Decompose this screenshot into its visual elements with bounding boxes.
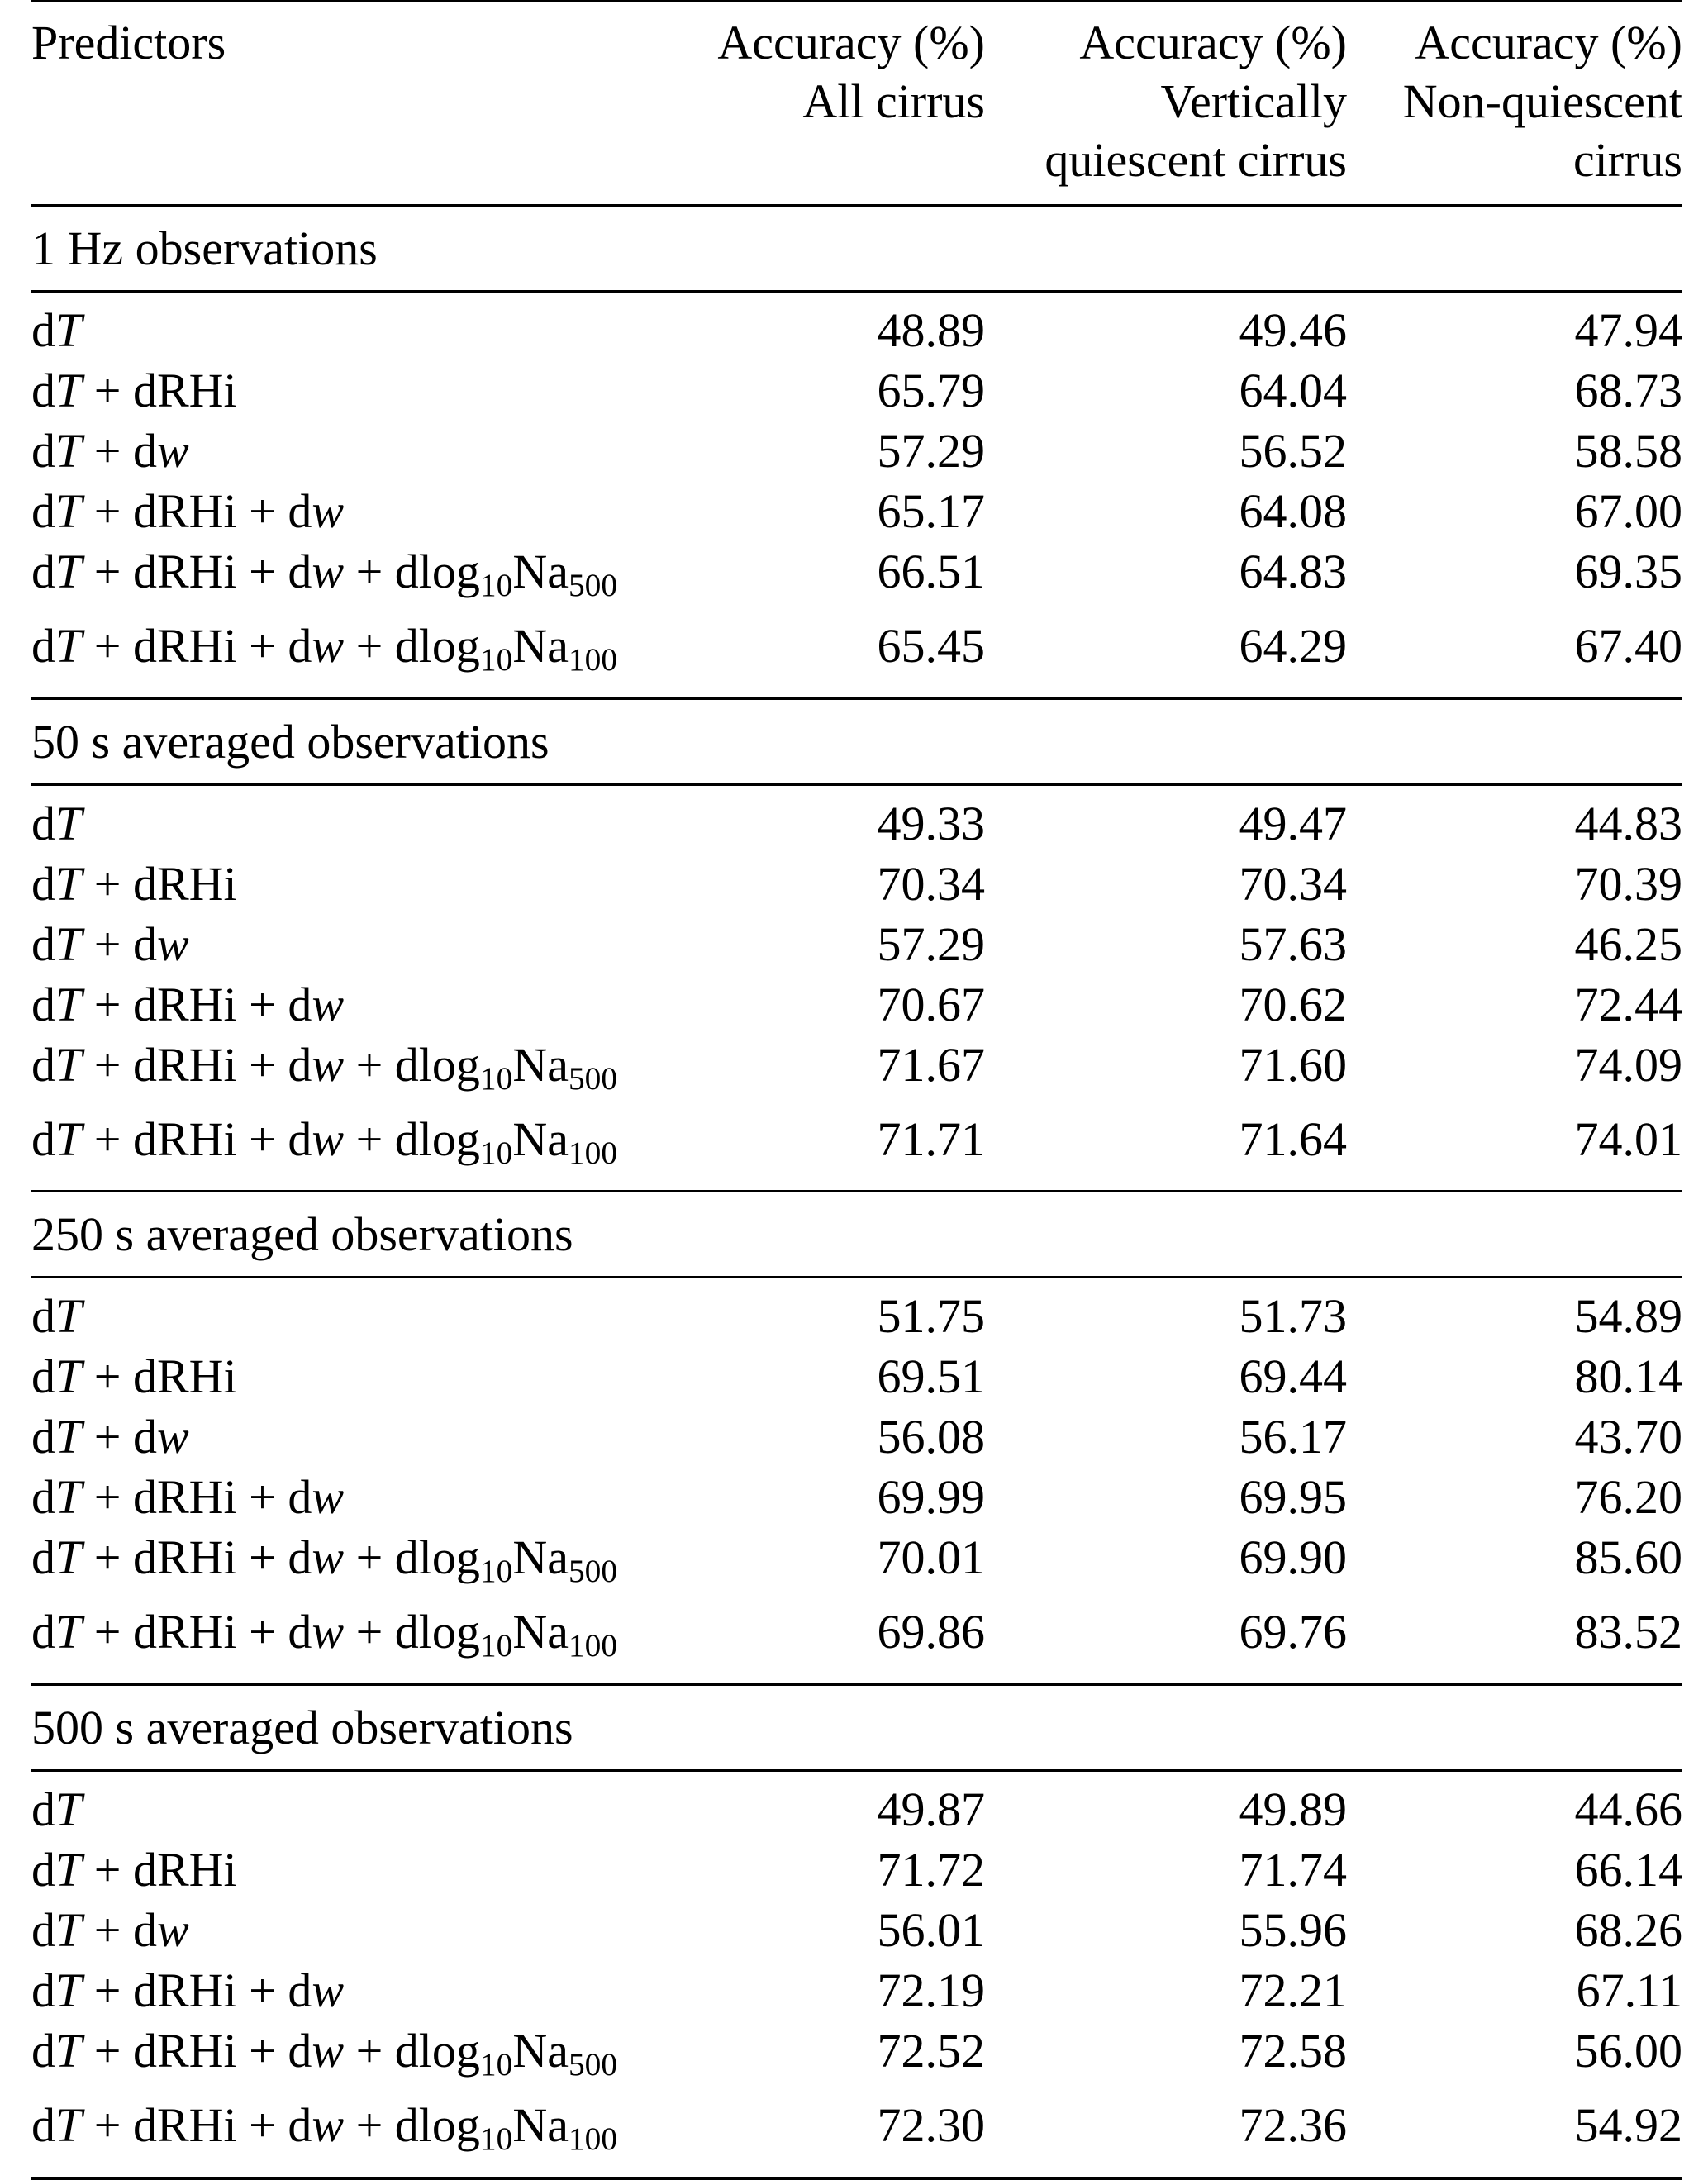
value-cell: 49.46 <box>1239 303 1347 357</box>
value-cell: 43.70 <box>1574 1410 1682 1464</box>
value-cell: 69.99 <box>877 1470 985 1525</box>
predictor-variable: T <box>55 1530 83 1585</box>
value-cell: 56.08 <box>877 1410 985 1464</box>
value-cell: 44.66 <box>1574 1783 1682 1837</box>
value-cell: 67.00 <box>1574 484 1682 538</box>
predictor-cell <box>31 784 712 854</box>
predictor-text: d <box>31 1349 55 1404</box>
predictor-text: d <box>31 916 55 971</box>
predictor-text: d <box>31 1903 55 1958</box>
value-cell: 54.92 <box>1574 2098 1682 2153</box>
predictor-variable: T <box>55 796 83 850</box>
value-cell: 76.20 <box>1574 1470 1682 1525</box>
value-cell: 44.83 <box>1574 796 1682 850</box>
predictor-text: + dlog <box>344 1037 480 1092</box>
value-cell: 51.75 <box>877 1289 985 1344</box>
predictor-cell <box>31 1467 712 1527</box>
predictor-cell <box>31 616 712 698</box>
predictor-text: Na <box>512 1037 569 1092</box>
predictor-cell <box>31 2021 712 2095</box>
header-line: cirrus <box>1572 133 1682 187</box>
predictor-cell <box>31 974 712 1035</box>
predictor-text: + dRHi + d <box>82 618 312 673</box>
predictor-subscript: 10 <box>479 1627 513 1664</box>
value-cell: 49.89 <box>1239 1783 1347 1837</box>
predictor-variable: w <box>312 618 345 673</box>
value-cell: 69.35 <box>1574 545 1682 598</box>
predictor-cell <box>31 2095 712 2178</box>
value-cell: 74.01 <box>1574 1111 1682 1166</box>
predictor-variable: T <box>55 424 83 478</box>
value-cell: 72.21 <box>1239 1963 1347 2018</box>
value-cell: 71.71 <box>877 1111 985 1166</box>
predictor-subscript: 10 <box>479 640 513 678</box>
predictor-cell <box>31 481 712 541</box>
predictor-variable: w <box>312 977 345 1031</box>
predictor-cell <box>31 854 712 914</box>
predictor-variable: T <box>55 1903 83 1958</box>
predictor-text: + d <box>82 424 157 478</box>
predictor-text: d <box>31 545 55 598</box>
predictor-cell <box>31 541 712 616</box>
predictor-text: + dRHi + d <box>82 484 312 538</box>
predictor-variable: T <box>55 303 83 357</box>
value-cell: 71.72 <box>877 1843 985 1897</box>
table-row <box>31 1771 1682 1840</box>
table-row <box>31 1900 1682 1960</box>
predictor-text: + dRHi <box>82 364 237 417</box>
value-cell: 48.89 <box>877 303 985 357</box>
predictor-text: d <box>31 1111 55 1166</box>
predictor-text: d <box>31 303 55 357</box>
predictor-text: d <box>31 1289 55 1344</box>
predictor-subscript: 100 <box>568 2120 618 2157</box>
value-cell: 72.52 <box>877 2024 985 2078</box>
predictor-variable: w <box>156 1410 189 1464</box>
table-row <box>31 1346 1682 1407</box>
table-section <box>31 1192 1682 1685</box>
predictor-variable: T <box>55 1605 83 1659</box>
predictor-cell <box>31 1109 712 1192</box>
table-row <box>31 974 1682 1035</box>
predictor-text: + dRHi + d <box>82 977 312 1031</box>
predictor-variable: T <box>55 1349 83 1404</box>
table-row <box>31 1467 1682 1527</box>
value-cell: 66.51 <box>877 545 985 598</box>
table-section <box>31 1685 1682 2178</box>
predictor-text: Na <box>512 618 569 673</box>
predictor-subscript: 10 <box>479 1059 513 1097</box>
predictor-text: + dlog <box>344 1111 480 1166</box>
value-cell: 70.34 <box>877 856 985 911</box>
predictor-subscript: 100 <box>568 1134 618 1171</box>
section-header-row <box>31 1192 1682 1278</box>
value-cell: 68.26 <box>1574 1903 1682 1958</box>
predictor-cell <box>31 1900 712 1960</box>
predictor-variable: T <box>55 2024 83 2078</box>
predictor-text: + d <box>82 1903 157 1958</box>
value-cell: 69.90 <box>1239 1530 1347 1585</box>
predictor-variable: T <box>55 1843 83 1897</box>
predictor-text: d <box>31 484 55 538</box>
col-header-vertically-quiescent-cirrus <box>985 2 1347 206</box>
value-cell: 51.73 <box>1239 1289 1347 1344</box>
value-cell: 56.01 <box>877 1903 985 1958</box>
predictor-subscript: 10 <box>479 2046 513 2083</box>
predictor-text: + dlog <box>344 1605 480 1659</box>
value-cell: 72.36 <box>1239 2098 1347 2153</box>
predictor-variable: T <box>55 364 83 417</box>
predictor-text: + d <box>82 916 157 971</box>
predictor-text: d <box>31 1410 55 1464</box>
value-cell: 70.01 <box>877 1530 985 1585</box>
value-cell: 57.29 <box>877 424 985 478</box>
predictor-text: + dRHi <box>82 1349 237 1404</box>
predictor-variable: w <box>156 424 189 478</box>
value-cell: 49.87 <box>877 1783 985 1837</box>
table-header <box>31 2 1682 206</box>
table-row <box>31 1109 1682 1192</box>
predictor-text: + d <box>82 1410 157 1464</box>
predictor-cell <box>31 1602 712 1684</box>
value-cell: 70.34 <box>1239 856 1347 911</box>
predictor-variable: w <box>312 2024 345 2078</box>
predictor-text: d <box>31 424 55 478</box>
value-cell: 64.83 <box>1239 545 1347 598</box>
header-line: All cirrus <box>802 74 985 128</box>
table-row <box>31 784 1682 854</box>
value-cell: 72.58 <box>1239 2024 1347 2078</box>
predictor-variable: w <box>156 1903 189 1958</box>
predictor-text: + dRHi + d <box>82 1470 312 1525</box>
predictor-text: + dlog <box>344 1530 480 1585</box>
value-cell: 56.00 <box>1574 2024 1682 2078</box>
predictor-cell <box>31 1960 712 2021</box>
header-line: Predictors <box>31 16 226 69</box>
predictor-text: + dRHi + d <box>82 545 312 598</box>
value-cell: 49.47 <box>1239 796 1347 850</box>
section-header-row <box>31 698 1682 784</box>
value-cell: 72.44 <box>1574 977 1682 1031</box>
predictor-cell <box>31 1771 712 1840</box>
predictor-text: d <box>31 2024 55 2078</box>
predictor-cell <box>31 914 712 974</box>
predictor-variable: T <box>55 1037 83 1092</box>
predictor-variable: T <box>55 545 83 598</box>
predictor-cell <box>31 1035 712 1109</box>
predictor-subscript: 500 <box>568 2046 618 2083</box>
predictor-text: Na <box>512 1111 569 1166</box>
predictor-text: + dRHi + d <box>82 1530 312 1585</box>
predictor-variable: T <box>55 618 83 673</box>
predictor-variable: w <box>312 484 345 538</box>
table-row <box>31 292 1682 361</box>
value-cell: 69.86 <box>877 1605 985 1659</box>
header-line: Non-quiescent <box>1402 74 1682 128</box>
value-cell: 46.25 <box>1574 916 1682 971</box>
value-cell: 70.67 <box>877 977 985 1031</box>
predictor-variable: T <box>55 1289 83 1344</box>
predictor-text: d <box>31 796 55 850</box>
predictor-text: d <box>31 1963 55 2018</box>
predictor-cell <box>31 1278 712 1347</box>
predictor-text: + dRHi + d <box>82 1111 312 1166</box>
predictor-cell <box>31 1407 712 1467</box>
value-cell: 72.19 <box>877 1963 985 2018</box>
predictor-text: d <box>31 856 55 911</box>
predictor-subscript: 10 <box>479 1134 513 1171</box>
table-row <box>31 2021 1682 2095</box>
table-row <box>31 1960 1682 2021</box>
predictor-cell <box>31 1840 712 1900</box>
accuracy-table <box>31 0 1682 2180</box>
value-cell: 80.14 <box>1574 1349 1682 1404</box>
value-cell: 65.79 <box>877 364 985 417</box>
predictor-variable: T <box>55 484 83 538</box>
value-cell: 64.29 <box>1239 618 1347 673</box>
predictor-variable: w <box>312 1470 345 1525</box>
predictor-text: + dlog <box>344 545 480 598</box>
predictor-text: d <box>31 977 55 1031</box>
table-row <box>31 2095 1682 2178</box>
value-cell: 67.40 <box>1574 618 1682 673</box>
col-header-predictors <box>31 2 712 206</box>
predictor-text: d <box>31 1605 55 1659</box>
section-title: 50 s averaged observations <box>31 698 1682 784</box>
table-row <box>31 1840 1682 1900</box>
value-cell: 69.51 <box>877 1349 985 1404</box>
table-row <box>31 1407 1682 1467</box>
table-row <box>31 1035 1682 1109</box>
predictor-variable: T <box>55 1410 83 1464</box>
predictor-cell <box>31 360 712 421</box>
section-header-row <box>31 1685 1682 1771</box>
header-line: Accuracy (%) <box>1079 16 1347 69</box>
predictor-variable: w <box>312 545 345 598</box>
predictor-text: Na <box>512 545 569 598</box>
predictor-text: d <box>31 364 55 417</box>
table-row <box>31 421 1682 481</box>
value-cell: 65.45 <box>877 618 985 673</box>
predictor-subscript: 10 <box>479 2120 513 2157</box>
predictor-text: d <box>31 1783 55 1837</box>
table-row <box>31 616 1682 698</box>
value-cell: 74.09 <box>1574 1037 1682 1092</box>
header-line: Accuracy (%) <box>1415 16 1682 69</box>
table-section <box>31 698 1682 1192</box>
predictor-subscript: 500 <box>568 566 618 603</box>
predictor-text: d <box>31 1037 55 1092</box>
value-cell: 71.74 <box>1239 1843 1347 1897</box>
section-title: 1 Hz observations <box>31 206 1682 292</box>
col-header-non-quiescent-cirrus <box>1347 2 1682 206</box>
value-cell: 57.63 <box>1239 916 1347 971</box>
predictor-text: + dlog <box>344 618 480 673</box>
value-cell: 54.89 <box>1574 1289 1682 1344</box>
predictor-variable: w <box>312 1111 345 1166</box>
predictor-subscript: 500 <box>568 1059 618 1097</box>
predictor-variable: T <box>55 916 83 971</box>
header-line: Accuracy (%) <box>717 16 985 69</box>
predictor-variable: T <box>55 1783 83 1837</box>
value-cell: 71.64 <box>1239 1111 1347 1166</box>
value-cell: 71.67 <box>877 1037 985 1092</box>
predictor-text: d <box>31 618 55 673</box>
predictor-subscript: 10 <box>479 1553 513 1590</box>
value-cell: 57.29 <box>877 916 985 971</box>
predictor-variable: T <box>55 1963 83 2018</box>
predictor-text: + dRHi <box>82 1843 237 1897</box>
value-cell: 83.52 <box>1574 1605 1682 1659</box>
value-cell: 55.96 <box>1239 1903 1347 1958</box>
value-cell: 58.58 <box>1574 424 1682 478</box>
predictor-cell <box>31 1527 712 1602</box>
predictor-variable: w <box>312 1530 345 1585</box>
value-cell: 85.60 <box>1574 1530 1682 1585</box>
predictor-text: + dRHi + d <box>82 2098 312 2153</box>
predictor-text: Na <box>512 2098 569 2153</box>
predictor-text: Na <box>512 1605 569 1659</box>
value-cell: 69.95 <box>1239 1470 1347 1525</box>
table-row <box>31 1278 1682 1347</box>
header-row <box>31 2 1682 206</box>
section-header-row <box>31 206 1682 292</box>
predictor-text: + dRHi + d <box>82 1963 312 2018</box>
value-cell: 70.62 <box>1239 977 1347 1031</box>
value-cell: 64.08 <box>1239 484 1347 538</box>
predictor-variable: w <box>312 2098 345 2153</box>
predictor-cell <box>31 1346 712 1407</box>
predictor-variable: T <box>55 977 83 1031</box>
predictor-subscript: 100 <box>568 1627 618 1664</box>
table-row <box>31 1527 1682 1602</box>
value-cell: 72.30 <box>877 2098 985 2153</box>
value-cell: 68.73 <box>1574 364 1682 417</box>
value-cell: 65.17 <box>877 484 985 538</box>
predictor-variable: T <box>55 1111 83 1166</box>
predictor-variable: w <box>156 916 189 971</box>
table-row <box>31 360 1682 421</box>
predictor-subscript: 100 <box>568 640 618 678</box>
table-row <box>31 1602 1682 1684</box>
header-line: Vertically <box>1160 74 1347 128</box>
predictor-variable: T <box>55 1470 83 1525</box>
value-cell: 66.14 <box>1574 1843 1682 1897</box>
predictor-text: d <box>31 2098 55 2153</box>
table-section <box>31 206 1682 699</box>
value-cell: 69.76 <box>1239 1605 1347 1659</box>
value-cell: 49.33 <box>877 796 985 850</box>
predictor-text: + dlog <box>344 2024 480 2078</box>
predictor-text: d <box>31 1530 55 1585</box>
value-cell: 56.17 <box>1239 1410 1347 1464</box>
predictor-text: d <box>31 1470 55 1525</box>
predictor-text: + dRHi <box>82 856 237 911</box>
value-cell: 70.39 <box>1574 856 1682 911</box>
table-row <box>31 914 1682 974</box>
value-cell: 56.52 <box>1239 424 1347 478</box>
value-cell: 67.11 <box>1576 1963 1682 2018</box>
predictor-variable: w <box>312 1963 345 2018</box>
predictor-text: Na <box>512 2024 569 2078</box>
predictor-cell <box>31 292 712 361</box>
predictor-text: Na <box>512 1530 569 1585</box>
header-line: quiescent cirrus <box>1044 133 1347 187</box>
predictor-text: + dlog <box>344 2098 480 2153</box>
predictor-variable: w <box>312 1037 345 1092</box>
predictor-text: + dRHi + d <box>82 1605 312 1659</box>
predictor-text: + dRHi + d <box>82 2024 312 2078</box>
value-cell: 47.94 <box>1574 303 1682 357</box>
predictor-variable: T <box>55 856 83 911</box>
predictor-subscript: 10 <box>479 566 513 603</box>
predictor-subscript: 500 <box>568 1553 618 1590</box>
value-cell: 69.44 <box>1239 1349 1347 1404</box>
value-cell: 64.04 <box>1239 364 1347 417</box>
section-title: 500 s averaged observations <box>31 1685 1682 1771</box>
predictor-cell <box>31 421 712 481</box>
predictor-variable: T <box>55 2098 83 2153</box>
section-title: 250 s averaged observations <box>31 1192 1682 1278</box>
col-header-all-cirrus <box>712 2 985 206</box>
table-row <box>31 854 1682 914</box>
table-row <box>31 481 1682 541</box>
value-cell: 71.60 <box>1239 1037 1347 1092</box>
predictor-variable: w <box>312 1605 345 1659</box>
table-row <box>31 541 1682 616</box>
predictor-text: + dRHi + d <box>82 1037 312 1092</box>
predictor-text: d <box>31 1843 55 1897</box>
